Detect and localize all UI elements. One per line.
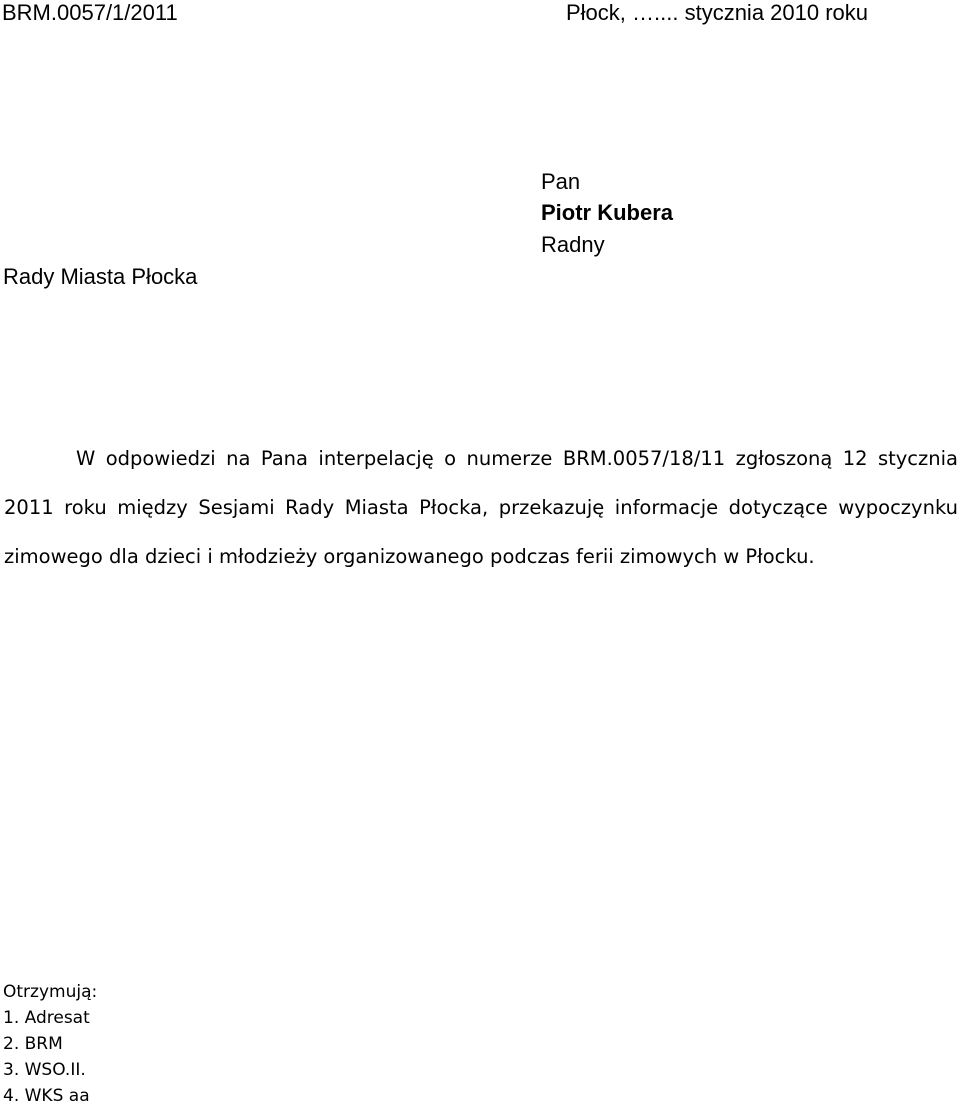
addressee-role: Radny [541,232,605,257]
recipient-item: 4. WKS aa [3,1086,90,1106]
recipients-heading: Otrzymują: [3,982,98,1002]
letter-body: W odpowiedzi na Pana interpelację o numerze BRM.0057/18/11 zgłoszoną 12 stycznia 2011 roku między Sesjami Rady Miasta Płocka, przekazuję informacje dotyczące wypoczynku zimowego dla dzieci i młodzieży organizowanego podczas ferii zimowych w Płocku. [4,447,958,568]
recipient-item: 2. BRM [3,1034,63,1054]
recipient-item: 1. Adresat [3,1008,90,1028]
place-and-date: Płock, ….... stycznia 2010 roku [566,0,869,25]
document-reference: BRM.0057/1/2011 [2,0,178,25]
addressee-name: Piotr Kubera [541,200,674,225]
recipients-list [3,979,97,1109]
addressee-salutation: Pan [541,169,581,194]
recipient-item: 3. WSO.II. [3,1060,86,1080]
sender-organization: Rady Miasta Płocka [3,264,198,289]
